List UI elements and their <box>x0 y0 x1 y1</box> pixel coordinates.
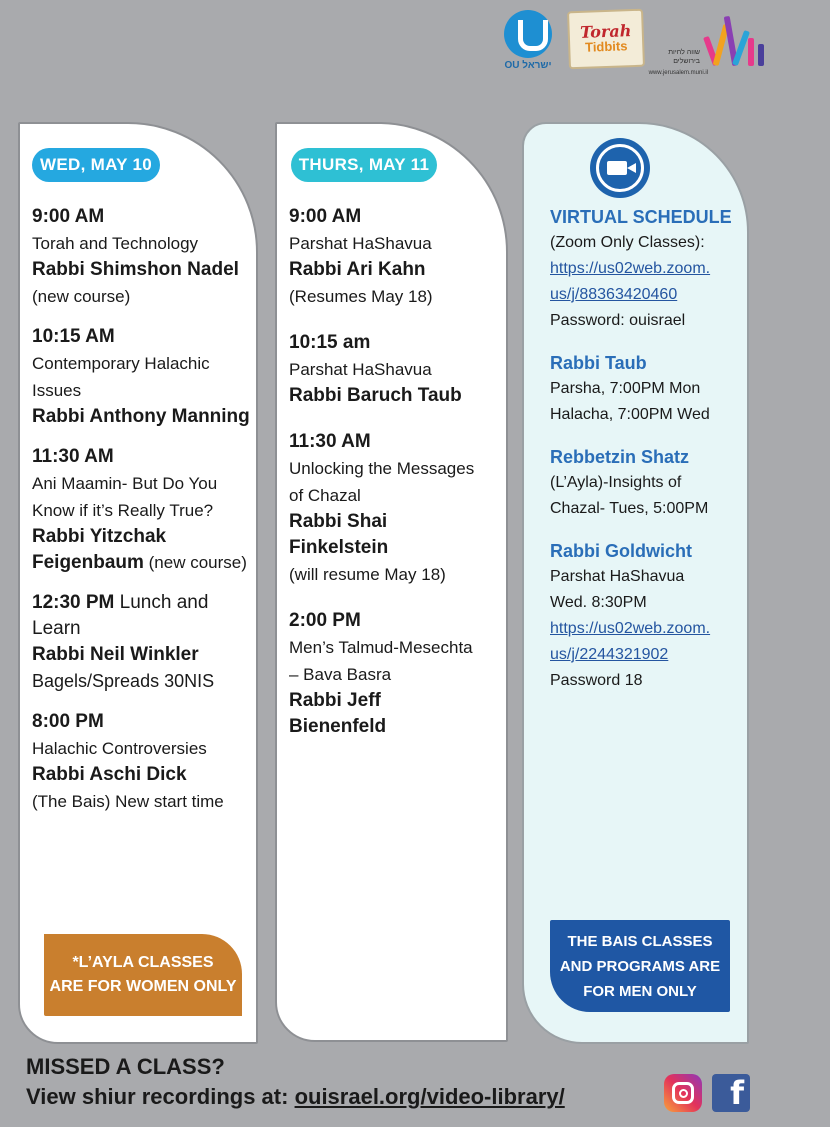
schedule-slot <box>289 330 500 409</box>
video-library-link[interactable]: ouisrael.org/video-library/ <box>294 1084 565 1109</box>
slot-topic: Issues <box>32 381 82 400</box>
slot-time: 9:00 AM <box>32 206 105 227</box>
slot-rabbi: Finkelstein <box>289 537 389 558</box>
ou-mark-icon <box>504 10 552 58</box>
virtual-schedule-info <box>550 204 739 710</box>
men-note-line3: FOR MEN ONLY <box>583 982 697 1000</box>
slot-time: 11:30 AM <box>289 431 371 452</box>
recordings-line <box>26 1082 565 1112</box>
instagram-icon[interactable] <box>664 1074 702 1112</box>
slot-rabbi-surname: Feigenbaum <box>32 552 144 573</box>
rabbi-goldwicht-line1: Parshat HaShavua <box>550 568 685 585</box>
schedule-slot <box>289 204 500 310</box>
slot-topic: Unlocking the Messages <box>289 459 475 478</box>
slot-time: 10:15 AM <box>32 326 115 347</box>
virtual-goldwicht-group <box>550 538 739 694</box>
slot-topic: Parshat HaShavua <box>289 360 432 379</box>
slot-rabbi: Rabbi Yitzchak <box>32 526 167 547</box>
slot-topic: Halachic Controversies <box>32 739 207 758</box>
virtual-title: VIRTUAL SCHEDULE <box>550 207 732 227</box>
schedule-slot <box>32 590 250 695</box>
thursday-schedule <box>289 204 500 754</box>
thursday-day-label: THURS, MAY 11 <box>291 148 437 182</box>
virtual-shatz-group <box>550 444 739 522</box>
schedule-slot <box>32 444 250 576</box>
torah-logo-line1: Torah <box>579 21 632 42</box>
zoom-password-2: Password 18 <box>550 672 643 689</box>
slot-note: (will resume May 18) <box>289 565 446 584</box>
slot-note: (The Bais) New start time <box>32 792 224 811</box>
slot-topic: of Chazal <box>289 486 361 505</box>
slot-time: 9:00 AM <box>289 206 362 227</box>
slot-rabbi: Bienenfeld <box>289 716 387 737</box>
jerusalem-text-2: בירושלים <box>673 58 700 65</box>
men-only-note <box>550 920 730 1012</box>
jerusalem-logo-text <box>658 48 700 72</box>
slot-rabbi: Rabbi Neil Winkler <box>32 644 199 665</box>
slot-rabbi <box>32 550 250 576</box>
virtual-zoom-group <box>550 204 739 334</box>
zoom-camera-icon <box>590 138 650 198</box>
slot-note: (new course) <box>143 553 247 572</box>
zoom-link-2-cont[interactable]: us/j/2244321902 <box>550 646 669 663</box>
slot-topic: Contemporary Halachic <box>32 354 210 373</box>
recordings-prefix: View shiur recordings at: <box>26 1084 295 1109</box>
zoom-link-1[interactable]: https://us02web.zoom. <box>550 260 711 277</box>
women-only-note <box>44 934 242 1016</box>
rabbi-taub-line1: Parsha, 7:00PM Mon <box>550 380 701 397</box>
virtual-taub-group <box>550 350 739 428</box>
slot-rabbi: Rabbi Anthony Manning <box>32 406 250 427</box>
torah-tidbits-logo <box>567 9 645 70</box>
virtual-subtitle: (Zoom Only Classes): <box>550 234 705 251</box>
schedule-slot <box>32 709 250 815</box>
jerusalem-url: www.jerusalem.muni.il <box>648 70 708 76</box>
slot-rabbi: Rabbi Ari Kahn <box>289 259 426 280</box>
slot-rabbi: Rabbi Jeff <box>289 690 381 711</box>
wednesday-card <box>18 122 258 1044</box>
slot-note: (new course) <box>32 287 131 306</box>
ou-israel-logo <box>502 10 554 74</box>
jerusalem-art-icon <box>706 16 766 72</box>
zoom-link-1-cont[interactable]: us/j/88363420460 <box>550 286 678 303</box>
footer <box>26 1052 565 1112</box>
slot-time-value: 12:30 PM <box>32 592 115 613</box>
slot-rabbi: Rabbi Shai <box>289 511 388 532</box>
rabbi-taub-line2: Halacha, 7:00PM Wed <box>550 406 710 423</box>
slot-topic: Lunch and Learn <box>32 592 209 639</box>
virtual-schedule-card <box>522 122 749 1044</box>
slot-topic: – Bava Basra <box>289 665 392 684</box>
rabbi-goldwicht-name: Rabbi Goldwicht <box>550 541 692 561</box>
slot-time: 2:00 PM <box>289 610 361 631</box>
women-note-line2: ARE FOR WOMEN ONLY <box>49 978 237 995</box>
slot-note: Bagels/Spreads 30NIS <box>32 671 215 691</box>
schedule-slot <box>32 324 250 430</box>
slot-topic: Ani Maamin- But Do You <box>32 474 218 493</box>
jerusalem-municipality-logo <box>648 10 768 76</box>
rabbi-goldwicht-line2: Wed. 8:30PM <box>550 594 647 611</box>
social-icons <box>664 1074 750 1112</box>
rebbetzin-shatz-name: Rebbetzin Shatz <box>550 447 690 467</box>
slot-topic: Torah and Technology <box>32 234 199 253</box>
schedule-slot <box>289 429 500 588</box>
slot-time: 10:15 am <box>289 332 371 353</box>
rebbetzin-shatz-line2: Chazal- Tues, 5:00PM <box>550 500 709 517</box>
slot-topic: Parshat HaShavua <box>289 234 432 253</box>
rabbi-taub-name: Rabbi Taub <box>550 353 647 373</box>
slot-time: 8:00 PM <box>32 711 104 732</box>
men-note-line2: AND PROGRAMS ARE <box>559 957 721 975</box>
wednesday-day-label: WED, MAY 10 <box>32 148 160 182</box>
slot-topic: Men’s Talmud-Mesechta <box>289 638 473 657</box>
torah-logo-line2: Tidbits <box>584 38 628 55</box>
ou-logo-text: OU ישראל <box>504 60 552 71</box>
slot-rabbi: Rabbi Shimshon Nadel <box>32 259 239 280</box>
sponsor-logos <box>502 10 768 74</box>
zoom-password-1: Password: ouisrael <box>550 312 686 329</box>
facebook-icon[interactable]: f <box>712 1074 750 1112</box>
schedule-slot <box>32 204 250 310</box>
men-note-line1: THE BAIS CLASSES <box>567 932 713 950</box>
schedule-slot <box>289 608 500 740</box>
slot-topic: Know if it’s Really True? <box>32 501 214 520</box>
zoom-link-2[interactable]: https://us02web.zoom. <box>550 620 711 637</box>
slot-time: 11:30 AM <box>32 446 114 467</box>
thursday-card <box>275 122 508 1042</box>
missed-class-heading: MISSED A CLASS? <box>26 1054 225 1079</box>
slot-time <box>32 590 250 642</box>
wednesday-schedule <box>32 204 250 829</box>
slot-note: (Resumes May 18) <box>289 287 433 306</box>
rebbetzin-shatz-line1: (L’Ayla)-Insights of <box>550 474 682 491</box>
slot-rabbi: Rabbi Baruch Taub <box>289 385 462 406</box>
women-note-line1: *L’AYLA CLASSES <box>72 954 214 971</box>
jerusalem-text-1: שווה לחיות <box>668 49 700 56</box>
slot-rabbi: Rabbi Aschi Dick <box>32 764 187 785</box>
